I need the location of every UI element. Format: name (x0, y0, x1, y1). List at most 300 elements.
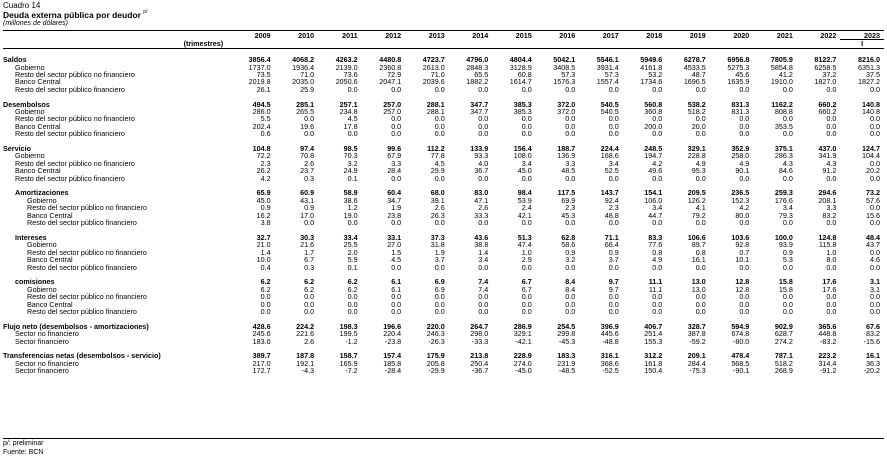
value-cell: 16.1 (866, 351, 880, 361)
value-cell: 44.7 (648, 210, 663, 220)
value-cell: 0.1 (347, 173, 358, 183)
value-cell: 11.1 (648, 277, 663, 287)
value-cell: 53.2 (648, 70, 663, 80)
value-cell: 3408.5 (553, 62, 576, 72)
value-cell: 0.0 (565, 129, 576, 139)
value-cell: 0.0 (782, 299, 793, 309)
value-cell: 0.0 (695, 292, 706, 302)
value-cell: -91.2 (819, 366, 837, 376)
value-cell: 0.0 (434, 114, 445, 124)
value-cell: 674.8 (731, 329, 750, 339)
value-cell: -48.5 (558, 366, 576, 376)
value-cell: 217.0 (252, 358, 271, 368)
value-cell: 9.7 (608, 284, 619, 294)
value-cell: 3128.9 (509, 62, 532, 72)
value-cell: 80.0 (735, 210, 750, 220)
value-cell: 68.0 (430, 188, 445, 198)
value-cell: 108.0 (513, 151, 532, 161)
value-cell: 19.6 (300, 121, 315, 131)
column-header-year: 2021 (776, 31, 793, 41)
value-cell: 0.0 (608, 299, 619, 309)
value-cell: 245.6 (252, 329, 271, 339)
value-cell: 0.0 (739, 306, 750, 316)
row-label: Resto del sector público no financiero (15, 114, 135, 124)
value-cell: 1635.9 (727, 77, 750, 87)
column-header-year: 2014 (472, 31, 489, 41)
column-header-year: 2017 (602, 31, 619, 41)
row-label: Gobierno (27, 284, 57, 294)
value-cell: 0.0 (565, 292, 576, 302)
value-cell: 1827.0 (814, 77, 837, 87)
value-cell: 60.4 (387, 188, 402, 198)
value-cell: 2039.6 (422, 77, 445, 87)
value-cell: 1737.0 (248, 62, 271, 72)
value-cell: 70.3 (343, 151, 358, 161)
value-cell: 368.6 (600, 358, 619, 368)
value-cell: 0.9 (304, 203, 315, 213)
value-cell: 0.0 (826, 299, 837, 309)
value-cell: 0.0 (260, 306, 271, 316)
value-cell: 0.0 (870, 129, 880, 139)
value-cell: 187.8 (296, 351, 315, 361)
value-cell: 6351.3 (858, 62, 880, 72)
value-cell: 60.9 (300, 188, 315, 198)
empty-cell (623, 40, 667, 48)
value-cell: -90.1 (732, 366, 750, 376)
value-cell: 156.4 (513, 144, 532, 154)
value-cell: 0.0 (565, 218, 576, 228)
value-cell: 97.4 (300, 144, 315, 154)
value-cell: 73.5 (256, 70, 271, 80)
value-cell: 0.0 (434, 299, 445, 309)
value-cell: 99.6 (387, 144, 402, 154)
value-cell: 5949.6 (640, 55, 663, 65)
header-row (3, 32, 884, 40)
value-cell: 57.6 (866, 195, 880, 205)
value-cell: 594.9 (731, 321, 750, 331)
value-cell: 100.0 (774, 232, 793, 242)
value-cell: 198.3 (339, 321, 358, 331)
value-cell: 0.0 (434, 262, 445, 272)
value-cell: 5275.3 (727, 62, 750, 72)
value-cell: 1.9 (391, 203, 402, 213)
value-cell: 396.9 (600, 321, 619, 331)
value-cell: 2.6 (304, 158, 315, 168)
value-cell: 43.1 (300, 195, 315, 205)
value-cell: 51.3 (517, 232, 532, 242)
value-cell: -7.2 (345, 366, 358, 376)
value-cell: 540.5 (600, 107, 619, 117)
value-cell: 4480.8 (379, 55, 402, 65)
value-cell: 0.0 (870, 306, 880, 316)
value-cell: 196.6 (383, 321, 402, 331)
empty-cell (536, 40, 580, 48)
value-cell: 83.3 (648, 232, 663, 242)
value-cell: 91.2 (822, 166, 837, 176)
value-cell: 33.3 (474, 210, 489, 220)
value-cell: 250.4 (470, 358, 489, 368)
empty-cell (579, 40, 623, 48)
value-cell: 6.2 (304, 277, 315, 287)
value-cell: 7.4 (478, 277, 489, 287)
value-cell: 136.9 (557, 151, 576, 161)
value-cell: 4.5 (391, 255, 402, 265)
value-cell: 0.0 (870, 292, 880, 302)
value-cell: 0.0 (434, 292, 445, 302)
value-cell: 831.3 (731, 107, 750, 117)
value-cell: 23.8 (387, 210, 402, 220)
value-cell: 5.5 (260, 114, 271, 124)
value-cell: 0.0 (652, 84, 663, 94)
value-cell: 437.0 (818, 144, 837, 154)
value-cell: 316.1 (600, 351, 619, 361)
value-cell: 199.5 (339, 329, 358, 339)
value-cell: 375.1 (774, 144, 793, 154)
value-cell: 2.3 (608, 203, 619, 213)
value-cell: 71.1 (604, 232, 619, 242)
row-label: comisiones (15, 277, 55, 287)
row-label: Gobierno (27, 195, 57, 205)
value-cell: 6.7 (521, 284, 532, 294)
value-cell: 254.5 (557, 321, 576, 331)
value-cell: 0.0 (434, 218, 445, 228)
value-cell: 0.0 (434, 84, 445, 94)
value-cell: 5546.1 (596, 55, 619, 65)
value-cell: 4.3 (782, 158, 793, 168)
value-cell: 372.0 (557, 107, 576, 117)
value-cell: 1.5 (391, 247, 402, 257)
value-cell: 221.6 (296, 329, 315, 339)
value-cell: 372.0 (557, 99, 576, 109)
value-cell: 45.6 (735, 70, 750, 80)
column-header-year: 2010 (298, 31, 315, 41)
value-cell: 2047.1 (379, 77, 402, 87)
bottom-rule (3, 438, 884, 439)
value-cell: 154.1 (644, 188, 663, 198)
value-cell: 1696.5 (683, 77, 706, 87)
value-cell: 0.0 (826, 114, 837, 124)
row-label: Transferencias netas (desembolsos - servicio) (3, 351, 161, 361)
value-cell: 0.0 (478, 114, 489, 124)
value-cell: 6.7 (304, 255, 315, 265)
value-cell: 4.1 (695, 203, 706, 213)
value-cell: 124.7 (862, 144, 880, 154)
value-cell: 1.7 (304, 247, 315, 257)
value-cell: 518.2 (774, 358, 793, 368)
value-cell: 3.4 (521, 158, 532, 168)
value-cell: 26.2 (256, 166, 271, 176)
value-cell: 23.7 (300, 166, 315, 176)
value-cell: 0.0 (521, 292, 532, 302)
value-cell: 4.9 (739, 158, 750, 168)
value-cell: 257.1 (339, 99, 358, 109)
value-cell: 10.0 (256, 255, 271, 265)
value-cell: 48.4 (866, 232, 880, 242)
value-cell: 0.0 (391, 292, 402, 302)
value-cell: 6.2 (347, 284, 358, 294)
value-cell: 3.4 (608, 158, 619, 168)
value-cell: 3856.4 (248, 55, 271, 65)
column-header-year: 2015 (515, 31, 532, 41)
table-number: Cuadro 14 (3, 1, 41, 10)
empty-cell (753, 40, 797, 48)
value-cell: 0.0 (826, 218, 837, 228)
value-cell: 4.9 (652, 255, 663, 265)
value-cell: 2050.6 (335, 77, 358, 87)
row-label: Resto del sector público no financiero (15, 158, 135, 168)
value-cell: 155.3 (644, 336, 663, 346)
value-cell: 298.0 (470, 329, 489, 339)
value-cell: 0.0 (304, 218, 315, 228)
value-cell: 6.7 (521, 277, 532, 287)
value-cell: 329.1 (513, 329, 532, 339)
value-cell: 0.0 (608, 114, 619, 124)
column-header-year: 2020 (733, 31, 750, 41)
subheader-row (3, 40, 884, 48)
value-cell: 2.9 (521, 255, 532, 265)
value-cell: 13.0 (691, 284, 706, 294)
value-cell: 0.0 (739, 218, 750, 228)
value-cell: 560.8 (644, 99, 663, 109)
value-cell: 152.3 (731, 195, 750, 205)
value-cell: 387.8 (687, 329, 706, 339)
value-cell: 188.7 (557, 144, 576, 154)
row-label: Resto del sector público no financiero (15, 70, 135, 80)
value-cell: 6.9 (434, 277, 445, 287)
value-cell: -28.4 (384, 366, 402, 376)
value-cell: 67.9 (387, 151, 402, 161)
value-cell: 0.0 (739, 129, 750, 139)
value-cell: 209.1 (687, 351, 706, 361)
value-cell: 0.0 (870, 247, 880, 257)
value-cell: 0.0 (826, 173, 837, 183)
value-cell: 0.0 (695, 299, 706, 309)
column-header-year: 2022 (820, 31, 837, 41)
value-cell: 3.2 (565, 255, 576, 265)
value-cell: 0.8 (695, 247, 706, 257)
value-cell: 1827.2 (858, 77, 880, 87)
value-cell: -45.3 (558, 336, 576, 346)
value-cell: 4.5 (434, 158, 445, 168)
value-cell: 45.3 (561, 210, 576, 220)
value-cell: 0.0 (521, 306, 532, 316)
value-cell: 33.4 (343, 232, 358, 242)
value-cell: 161.8 (644, 358, 663, 368)
value-cell: 21.6 (300, 240, 315, 250)
value-cell: 787.1 (774, 351, 793, 361)
value-cell: 12.8 (735, 277, 750, 287)
value-cell: 1910.0 (770, 77, 793, 87)
table-row (3, 175, 884, 182)
value-cell: 259.3 (774, 188, 793, 198)
value-cell: 27.0 (387, 240, 402, 250)
value-cell: 264.7 (470, 321, 489, 331)
value-cell: 213.8 (470, 351, 489, 361)
value-cell: 33.1 (387, 232, 402, 242)
value-cell: 17.6 (822, 284, 837, 294)
row-label: Resto del sector público no financiero (27, 292, 147, 302)
value-cell: -4.3 (301, 366, 315, 376)
row-label: Intereses (15, 232, 47, 242)
value-cell: 0.0 (695, 129, 706, 139)
value-cell: 0.0 (478, 173, 489, 183)
value-cell: 31.8 (430, 240, 445, 250)
value-cell: 0.0 (782, 84, 793, 94)
value-cell: 3.4 (478, 255, 489, 265)
value-cell: 205.8 (426, 358, 445, 368)
row-label: Resto del sector público financiero (27, 218, 137, 228)
value-cell: 0.0 (478, 306, 489, 316)
value-cell: 223.2 (818, 351, 837, 361)
column-header-year: 2023 (840, 32, 884, 40)
value-cell: 2035.0 (292, 77, 315, 87)
value-cell: 4.2 (739, 203, 750, 213)
value-cell: 224.4 (600, 144, 619, 154)
value-cell: 16.1 (691, 255, 706, 265)
value-cell: 0.4 (260, 262, 271, 272)
value-cell: 518.2 (687, 107, 706, 117)
table-row (3, 219, 884, 226)
value-cell: 67.6 (866, 321, 880, 331)
value-cell: 2.3 (260, 158, 271, 168)
value-cell: 45.0 (256, 195, 271, 205)
value-cell: 176.6 (774, 195, 793, 205)
value-cell: 6278.7 (683, 55, 706, 65)
value-cell: 208.1 (818, 195, 837, 205)
value-cell: 6.1 (391, 277, 402, 287)
value-cell: 660.2 (818, 107, 837, 117)
value-cell: 1.0 (521, 247, 532, 257)
value-cell: -29.9 (428, 366, 445, 376)
value-cell: 90.1 (735, 166, 750, 176)
value-cell: 15.8 (778, 277, 793, 287)
value-cell: 37.2 (822, 70, 837, 80)
value-cell: 5042.1 (553, 55, 576, 65)
value-cell: 0.0 (870, 114, 880, 124)
value-cell: 28.4 (387, 166, 402, 176)
value-cell: 104.8 (252, 144, 271, 154)
row-label: Banco Central (15, 121, 61, 131)
value-cell: 0.0 (347, 84, 358, 94)
value-cell: 0.0 (870, 121, 880, 131)
value-cell: 0.9 (260, 203, 271, 213)
value-cell: 34.7 (387, 195, 402, 205)
value-cell: 360.8 (644, 107, 663, 117)
empty-cell (797, 40, 841, 48)
value-cell: 0.0 (652, 262, 663, 272)
page-title (3, 10, 147, 20)
value-cell: -80.0 (732, 336, 750, 346)
value-cell: 0.0 (695, 306, 706, 316)
value-cell: 8216.0 (858, 55, 880, 65)
empty-cell (405, 40, 449, 48)
value-cell: 20.0 (691, 121, 706, 131)
value-cell: 1.0 (826, 247, 837, 257)
value-cell: 104.4 (862, 151, 880, 161)
value-cell: 4804.4 (509, 55, 532, 65)
value-cell: 0.0 (391, 129, 402, 139)
table-row (3, 264, 884, 271)
value-cell: 150.4 (644, 366, 663, 376)
value-cell: 0.8 (652, 247, 663, 257)
value-cell: 0.0 (652, 218, 663, 228)
value-cell: 0.0 (782, 173, 793, 183)
value-cell: 288.1 (426, 99, 445, 109)
value-cell: 71.0 (430, 70, 445, 80)
column-header-year: 2018 (646, 31, 663, 41)
value-cell: 0.0 (782, 262, 793, 272)
value-cell: 1734.6 (640, 77, 663, 87)
value-cell: 0.3 (304, 173, 315, 183)
value-cell: 3.3 (826, 203, 837, 213)
row-label: Gobierno (15, 107, 45, 117)
debt-table (3, 32, 884, 375)
value-cell: -36.7 (471, 366, 489, 376)
value-cell: 43.6 (474, 232, 489, 242)
value-cell: 16.2 (256, 210, 271, 220)
value-cell: 0.0 (347, 129, 358, 139)
value-cell: 265.5 (296, 107, 315, 117)
value-cell: 2.6 (434, 203, 445, 213)
value-cell: 0.0 (304, 114, 315, 124)
value-cell: 4.6 (870, 255, 880, 265)
value-cell: 0.0 (608, 173, 619, 183)
footnote-preliminary: p/: preliminar (3, 440, 44, 447)
value-cell: 4.5 (347, 114, 358, 124)
value-cell: 98.5 (343, 144, 358, 154)
value-cell: 286.3 (774, 151, 793, 161)
value-cell: 1162.2 (771, 99, 793, 109)
value-cell: 73.6 (343, 70, 358, 80)
value-cell: 428.6 (252, 321, 271, 331)
value-cell: 8.4 (565, 284, 576, 294)
value-cell: 65.9 (256, 188, 271, 198)
value-cell: 0.0 (391, 306, 402, 316)
value-cell: 57.3 (561, 70, 576, 80)
value-cell: 2848.3 (466, 62, 489, 72)
value-cell: 4161.8 (640, 62, 663, 72)
value-cell: 0.0 (652, 292, 663, 302)
value-cell: 0.0 (695, 262, 706, 272)
value-cell: 37.3 (430, 232, 445, 242)
value-cell: 0.0 (608, 121, 619, 131)
value-cell: 93.3 (474, 151, 489, 161)
value-cell: 1.4 (478, 247, 489, 257)
value-cell: 4068.2 (292, 55, 315, 65)
value-cell: 478.4 (731, 351, 750, 361)
value-cell: 202.4 (252, 121, 271, 131)
value-cell: 0.0 (391, 114, 402, 124)
value-cell: 92.8 (735, 240, 750, 250)
value-cell: 5.9 (347, 255, 358, 265)
value-cell: 628.7 (774, 329, 793, 339)
value-cell: 0.0 (565, 173, 576, 183)
value-cell: 0.0 (478, 292, 489, 302)
value-cell: 172.7 (252, 366, 271, 376)
value-cell: 48.7 (691, 70, 706, 80)
value-cell: 0.7 (739, 247, 750, 257)
table-row (3, 338, 884, 345)
value-cell: 5.3 (782, 255, 793, 265)
value-cell: 445.6 (600, 329, 619, 339)
value-cell: 0.0 (608, 84, 619, 94)
value-cell: 288.1 (426, 107, 445, 117)
value-cell: 329.1 (687, 144, 706, 154)
value-cell: 43.7 (866, 240, 880, 250)
value-cell: 220.4 (383, 329, 402, 339)
value-cell: -15.6 (863, 336, 880, 346)
row-label: Banco Central (15, 77, 61, 87)
